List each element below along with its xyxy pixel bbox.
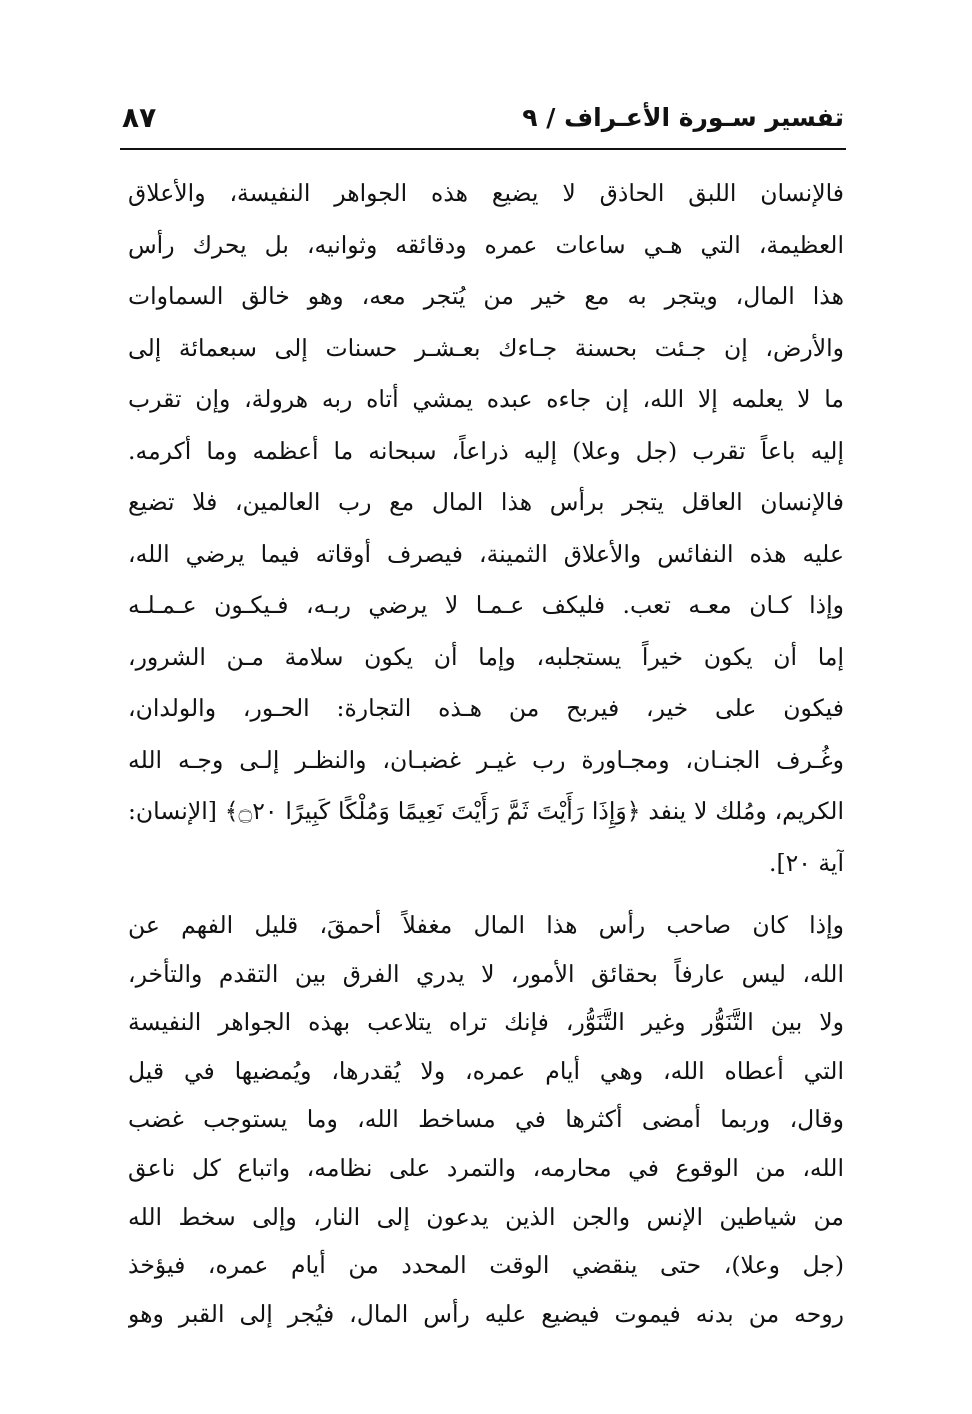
paragraph-2 xyxy=(128,901,844,1338)
text-line: الله، من الوقوع في محارمه، والتمرد على نظامه، واتباع كل ناعق xyxy=(128,1153,844,1182)
quran-verse-line: الكريم، ومُلك لا ينفد ﴿وَإِذَا رَأَيْتَ ثَمَّ رَأَيْتَ نَعِيمًا وَمُلْكًا كَبِيرًا ۝٢٠﴾ [الإنسان: xyxy=(128,797,844,825)
text-line: من شياطين الإنس والجن الذين يدعون إلى النار، وإلى سخط الله xyxy=(128,1202,844,1231)
text-line: وغُـرف الجنـان، ومجـاورة رب غيـر غضبـان، والنظـر إلـى وجـه الله xyxy=(128,745,844,774)
text-line: وإذا كـان معـه تعب. فليكف عـمـا لا يرضي ربـه، فـيكـون عـمـلـه xyxy=(128,591,844,619)
text-line: عليه هذه النفائس والأعلاق الثمينة، فيصرف أوقاته فيما يرضي الله، xyxy=(128,539,844,568)
text-line: آية ٢٠]. xyxy=(768,848,844,877)
running-title: تفسير سـورة الأعـراف / ٩ xyxy=(522,102,844,132)
text-line: ما لا يعلمه إلا الله، إن جاءه عبده يمشي أتاه ربه هرولة، وإن تقرب xyxy=(128,385,844,413)
text-line: العظيمة، التي هـي ساعات عمره ودقائقه وثوانيه، بل يحرك رأس xyxy=(128,230,844,259)
text-line: التي أعطاه الله، وهي أيام عمره، ولا يُقدرها، ويُمضيها في قيل xyxy=(128,1056,844,1085)
text-line: هذا المال، ويتجر به مع خير من يُتجر معه، وهو خالق السماوات xyxy=(128,282,844,310)
text-line: روحه من بدنه فيموت فيضيع عليه رأس المال، فيُجر إلى القبر وهو xyxy=(128,1299,844,1328)
text-line: فالإنسان اللبق الحاذق لا يضيع هذه الجواهر النفيسة، والأعلاق xyxy=(128,179,844,207)
text-line: فيكون على خير، فيربح من هـذه التجارة: الحـور، والولدان، xyxy=(128,694,844,722)
text-line: إما أن يكون خيراً يستجلبه، وإما أن يكون سلامة مـن الشرور، xyxy=(128,642,844,671)
text-line: والأرض، إن جـئت بحسنة جـاءك بعـشـر حسنات إلى سبعمائة إلى xyxy=(128,333,844,362)
text-line: وقال، وربما أمضى أكثرها في مساخط الله، وما يستوجب غضب xyxy=(128,1105,844,1134)
text-line: إليه باعاً تقرب (جل وعلا) إليه ذراعاً، سبحانه ما أعظمه وما أكرمه. xyxy=(128,436,844,465)
text-line: فالإنسان العاقل يتجر برأس هذا المال مع رب العالمين، فلا تضيع xyxy=(128,488,844,516)
text-line: ولا بين التَّنَوُّر وغير التَّنَوُّر، فإنك تراه يتلاعب بهذه الجواهر النفيسة xyxy=(128,1008,844,1037)
page-header xyxy=(122,92,844,142)
text-line: وإذا كان صاحب رأس هذا المال مغفلاً أحمقَ، قليل الفهم عن xyxy=(128,911,844,939)
paragraph-1 xyxy=(128,168,844,889)
header-divider xyxy=(120,148,846,150)
page-number: ٨٧ xyxy=(122,100,157,134)
text-line: الله، ليس عارفاً بحقائق الأمور، لا يدري الفرق بين التقدم والتأخر، xyxy=(128,959,844,988)
text-line: (جل وعلا)، حتى ينقضي الوقت المحدد من أيام عمره، فيؤخذ xyxy=(128,1251,844,1280)
